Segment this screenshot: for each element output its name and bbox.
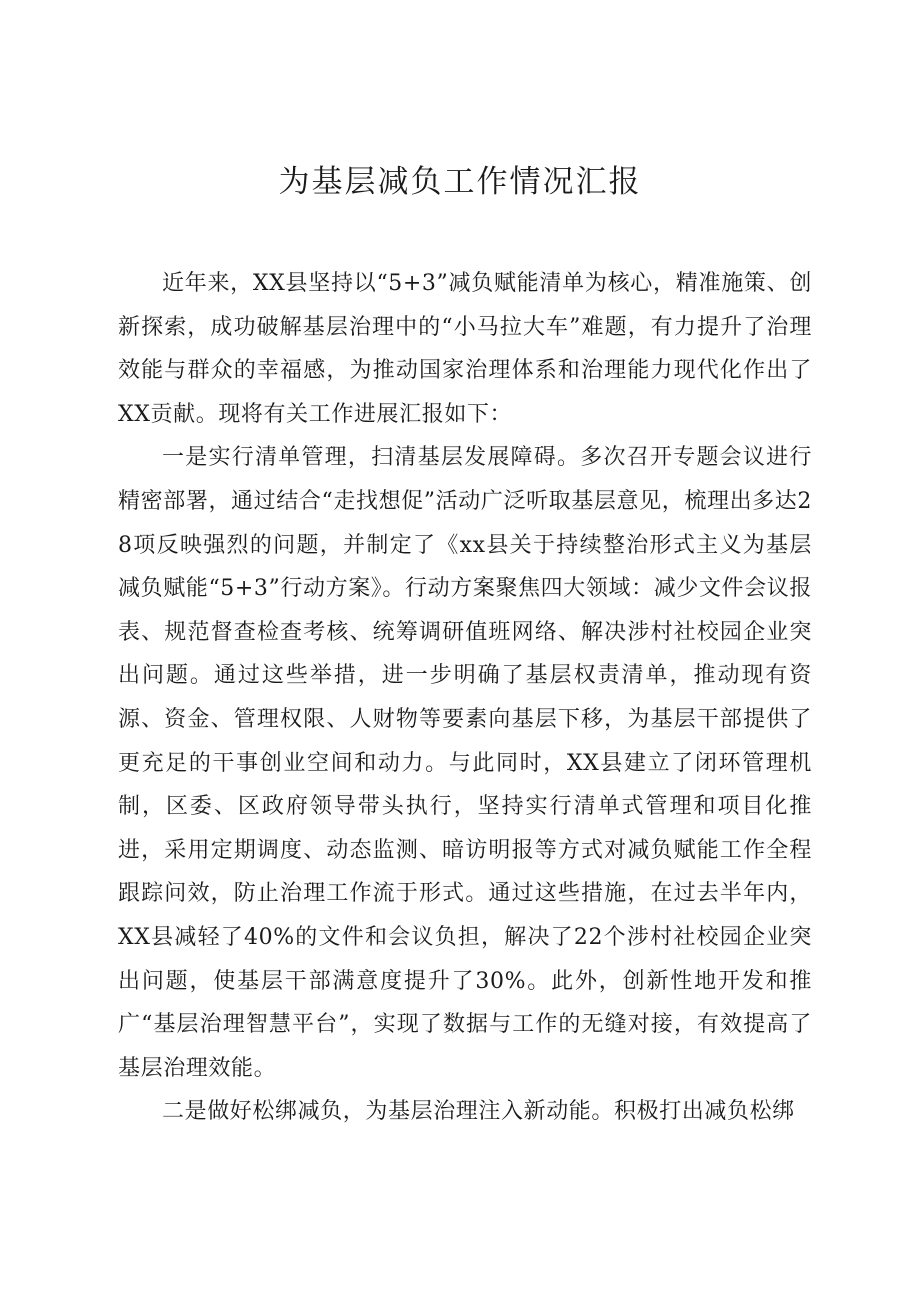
document-body <box>118 262 812 1134</box>
paragraph-intro: 近年来，XX县坚持以“5+3”减负赋能清单为核心，精准施策、创新探索，成功破解基层治理中的“小马拉大车”难题，有力提升了治理效能与群众的幸福感，为推动国家治理体系和治理能力现代化作出了XX贡献。现将有关工作进展汇报如下： <box>118 271 812 427</box>
paragraph-section-one: 一是实行清单管理，扫清基层发展障碍。多次召开专题会议进行精密部署，通过结合“走找想促”活动广泛听取基层意见，梳理出多达28项反映强烈的问题，并制定了《xx县关于持续整治形式主义为基层减负赋能“5+3”行动方案》。行动方案聚焦四大领域：减少文件会议报表、规范督查检查考核、统筹调研值班网络、解决涉村社校园企业突出问题。通过这些举措，进一步明确了基层权责清单，推动现有资源、资金、管理权限、人财物等要素向基层下移，为基层干部提供了更充足的干事创业空间和动力。与此同时，XX县建立了闭环管理机制，区委、区政府领导带头执行，坚持实行清单式管理和项目化推进，采用定期调度、动态监测、暗访明报等方式对减负赋能工作全程跟踪问效，防止治理工作流于形式。通过这些措施，在过去半年内，XX县减轻了40%的文件和会议负担，解决了22个涉村社校园企业突出问题，使基层干部满意度提升了30%。此外，创新性地开发和推广“基层治理智慧平台”，实现了数据与工作的无缝对接，有效提高了基层治理效能。 <box>118 445 812 1081</box>
document-title: 为基层减负工作情况汇报 <box>278 164 642 200</box>
paragraph-section-two: 二是做好松绑减负，为基层治理注入新动能。积极打出减负松绑 <box>162 1099 795 1125</box>
